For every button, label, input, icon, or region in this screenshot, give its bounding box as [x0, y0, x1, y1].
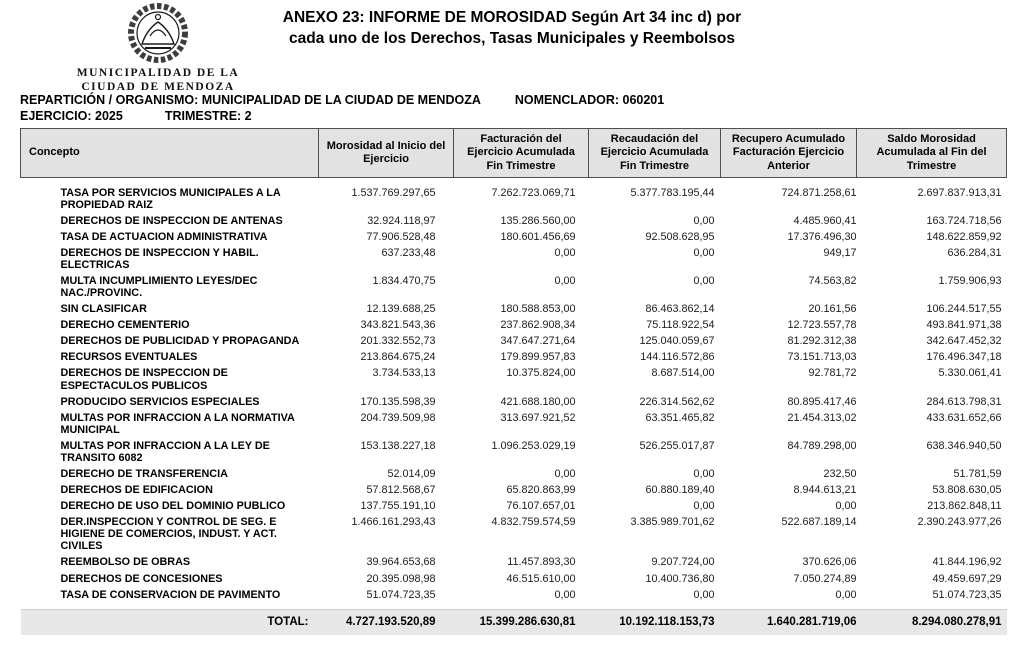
recupero-cell: 73.151.713,03 — [787, 351, 857, 364]
morosidad-inicio-cell: 1.537.769.297,65 — [351, 186, 436, 199]
table-row — [21, 333, 1007, 349]
total-recaudacion: 10.192.118.153,73 — [589, 610, 721, 635]
recupero-cell: 0,00 — [835, 588, 857, 601]
morosidad-inicio-cell: 153.138.227,18 — [360, 439, 436, 452]
recupero-cell: 949,17 — [823, 246, 857, 259]
reparticion-organismo: REPARTICIÓN / ORGANISMO: MUNICIPALIDAD DE LA CIUDAD DE MENDOZA — [20, 93, 481, 107]
column-header-recupero: Recupero Acumulado Facturación Ejercicio Anterior — [721, 129, 857, 178]
facturacion-cell: 10.375.824,00 — [506, 367, 576, 380]
recaudacion-cell: 125.040.059,67 — [639, 335, 715, 348]
recupero-cell: 0,00 — [835, 500, 857, 513]
facturacion-cell: 0,00 — [554, 467, 576, 480]
coat-of-arms-icon — [112, 2, 204, 66]
facturacion-cell: 0,00 — [554, 246, 576, 259]
column-header-concepto: Concepto — [21, 129, 319, 178]
concept-cell: DERECHOS DE EDIFICACION — [60, 484, 213, 497]
column-header-morosidad-inicio: Morosidad al Inicio del Ejercicio — [319, 129, 454, 178]
facturacion-cell: 180.588.853,00 — [500, 303, 576, 316]
saldo-cell: 5.330.061,41 — [938, 367, 1002, 380]
morosidad-inicio-cell: 637.233,48 — [381, 246, 436, 259]
concept-cell: TASA POR SERVICIOS MUNICIPALES A LA PROPIEDAD RAIZ — [60, 186, 281, 211]
facturacion-cell: 46.515.610,00 — [506, 572, 576, 585]
trimestre: TRIMESTRE: 2 — [164, 108, 252, 123]
table-row — [21, 213, 1007, 229]
recaudacion-cell: 0,00 — [693, 274, 715, 287]
recupero-cell: 370.626,06 — [802, 556, 857, 569]
concept-cell: MULTA INCUMPLIMIENTO LEYES/DEC NAC./PROVINC. — [60, 274, 258, 300]
saldo-cell: 148.622.859,92 — [926, 230, 1002, 243]
municipality-logo-block — [58, 2, 258, 95]
concept-cell: DERECHO DE USO DEL DOMINIO PUBLICO — [60, 500, 286, 513]
facturacion-cell: 76.107.657,01 — [506, 500, 576, 513]
recaudacion-cell: 5.377.783.195,44 — [630, 186, 715, 199]
table-row — [21, 482, 1007, 498]
morosidad-inicio-cell: 201.332.552,73 — [360, 335, 436, 348]
recupero-cell: 522.687.189,14 — [781, 516, 857, 529]
column-header-facturacion: Facturación del Ejercicio Acumulada Fin Trimestre — [454, 129, 589, 178]
table-row — [21, 245, 1007, 273]
table-row — [21, 394, 1007, 410]
recaudacion-cell: 0,00 — [693, 467, 715, 480]
concept-cell: TASA DE ACTUACION ADMINISTRATIVA — [60, 230, 268, 243]
morosidad-inicio-cell: 12.139.688,25 — [366, 303, 436, 316]
recaudacion-cell: 144.116.572,86 — [640, 351, 715, 364]
morosidad-inicio-cell: 1.834.470,75 — [372, 274, 436, 287]
morosidad-inicio-cell: 213.864.675,24 — [360, 351, 436, 364]
facturacion-cell: 4.832.759.574,59 — [491, 516, 576, 529]
total-morosidad-inicio: 4.727.193.520,89 — [319, 610, 454, 635]
morosidad-inicio-cell: 32.924.118,97 — [367, 214, 436, 227]
recaudacion-cell: 3.385.989.701,62 — [630, 516, 715, 529]
facturacion-cell: 237.862.908,34 — [500, 319, 576, 332]
saldo-cell: 51.074.723,35 — [932, 588, 1002, 601]
recupero-cell: 17.376.496,30 — [787, 230, 857, 243]
recupero-cell: 21.454.313,02 — [787, 411, 857, 424]
recaudacion-cell: 8.687.514,00 — [651, 367, 715, 380]
recaudacion-cell: 86.463.862,14 — [645, 303, 715, 316]
recupero-cell: 8.944.613,21 — [793, 484, 857, 497]
morosidad-table — [20, 128, 1007, 635]
recupero-cell: 84.789.298,00 — [787, 439, 857, 452]
recupero-cell: 7.050.274,89 — [793, 572, 857, 585]
concept-cell: DERECHOS DE CONCESIONES — [60, 572, 223, 585]
total-label: TOTAL: — [21, 610, 319, 635]
recaudacion-cell: 75.118.922,54 — [646, 319, 715, 332]
saldo-cell: 636.284,31 — [947, 246, 1002, 259]
table-row — [21, 365, 1007, 393]
table-row — [21, 410, 1007, 438]
saldo-cell: 49.459.697,29 — [932, 572, 1002, 585]
saldo-cell: 2.390.243.977,26 — [917, 516, 1002, 529]
total-row — [21, 610, 1007, 635]
table-row — [21, 273, 1007, 301]
recaudacion-cell: 226.314.562,62 — [639, 395, 715, 408]
table-row — [21, 466, 1007, 482]
recaudacion-cell: 0,00 — [693, 214, 715, 227]
facturacion-cell: 0,00 — [554, 274, 576, 287]
logo-caption-line1: MUNICIPALIDAD DE LA — [76, 67, 240, 79]
morosidad-inicio-cell: 57.812.568,67 — [366, 484, 436, 497]
morosidad-inicio-cell: 343.821.543,36 — [360, 319, 436, 332]
recaudacion-cell: 0,00 — [693, 588, 715, 601]
recupero-cell: 92.781,72 — [808, 367, 857, 380]
recaudacion-cell: 63.351.465,82 — [645, 411, 715, 424]
morosidad-inicio-cell: 3.734.533,13 — [372, 367, 436, 380]
saldo-cell: 51.781,59 — [953, 467, 1002, 480]
morosidad-inicio-cell: 39.964.653,68 — [366, 556, 436, 569]
saldo-cell: 213.862.848,11 — [927, 500, 1002, 513]
page-title-line1: ANEXO 23: INFORME DE MOROSIDAD Según Art 34 inc d) por — [282, 9, 742, 26]
table-row — [21, 587, 1007, 603]
concept-cell: DERECHO DE TRANSFERENCIA — [60, 467, 228, 480]
recaudacion-cell: 10.400.736,80 — [645, 572, 715, 585]
logo-caption-line2: CIUDAD DE MENDOZA — [81, 81, 235, 94]
recupero-cell: 724.871.258,61 — [781, 186, 857, 199]
report-header — [0, 0, 1024, 92]
table-row — [21, 229, 1007, 245]
recupero-cell: 81.292.312,38 — [787, 335, 857, 348]
recaudacion-cell: 0,00 — [693, 500, 715, 513]
ejercicio: EJERCICIO: 2025 — [20, 108, 123, 123]
facturacion-cell: 135.286.560,00 — [500, 214, 576, 227]
morosidad-inicio-cell: 1.466.161.293,43 — [351, 516, 436, 529]
recaudacion-cell: 60.880.189,40 — [645, 484, 715, 497]
concept-cell: REEMBOLSO DE OBRAS — [60, 556, 191, 569]
recaudacion-cell: 9.207.724,00 — [651, 556, 715, 569]
facturacion-cell: 0,00 — [554, 588, 576, 601]
morosidad-inicio-cell: 170.135.598,39 — [360, 395, 436, 408]
facturacion-cell: 7.262.723.069,71 — [491, 186, 576, 199]
header-body-gap — [21, 178, 1007, 185]
concept-cell: DERECHOS DE INSPECCION DE ANTENAS — [60, 214, 283, 227]
nomenclador: NOMENCLADOR: 060201 — [514, 93, 665, 107]
facturacion-cell: 65.820.863,99 — [506, 484, 576, 497]
page-title-line2: cada uno de los Derechos, Tasas Municipales y Reembolsos — [289, 29, 735, 47]
facturacion-cell: 11.457.893,30 — [507, 556, 576, 569]
concept-cell: MULTAS POR INFRACCION A LA LEY DE TRANSITO 6082 — [60, 439, 270, 464]
table-row — [21, 571, 1007, 587]
concept-cell: MULTAS POR INFRACCION A LA NORMATIVA MUNICIPAL — [60, 411, 295, 436]
saldo-cell: 53.808.630,05 — [932, 484, 1002, 497]
recupero-cell: 80.895.417,46 — [787, 395, 857, 408]
concept-cell: DERECHO CEMENTERIO — [60, 319, 190, 332]
saldo-cell: 163.724.718,56 — [926, 214, 1002, 227]
saldo-cell: 41.844.196,92 — [932, 556, 1002, 569]
report-meta — [20, 93, 1004, 124]
table-row — [21, 317, 1007, 333]
concept-cell: TASA DE CONSERVACION DE PAVIMENTO — [60, 588, 281, 601]
table-row — [21, 514, 1007, 554]
morosidad-inicio-cell: 77.906.528,48 — [366, 230, 436, 243]
table-footer — [21, 603, 1007, 635]
recupero-cell: 4.485.960,41 — [793, 214, 857, 227]
saldo-cell: 2.697.837.913,31 — [917, 186, 1002, 199]
morosidad-inicio-cell: 204.739.509,98 — [360, 411, 436, 424]
saldo-cell: 284.613.798,31 — [926, 395, 1002, 408]
table-row — [21, 301, 1007, 317]
total-recupero: 1.640.281.719,06 — [721, 610, 857, 635]
facturacion-cell: 179.899.957,83 — [500, 351, 576, 364]
saldo-cell: 106.244.517,55 — [926, 303, 1002, 316]
saldo-cell: 176.496.347,18 — [926, 351, 1002, 364]
column-header-saldo: Saldo Morosidad Acumulada al Fin del Trimestre — [857, 129, 1007, 178]
facturacion-cell: 180.601.456,69 — [500, 230, 576, 243]
concept-cell: PRODUCIDO SERVICIOS ESPECIALES — [60, 395, 260, 408]
recaudacion-cell: 92.508.628,95 — [645, 230, 715, 243]
table-row — [21, 438, 1007, 466]
total-saldo: 8.294.080.278,91 — [857, 610, 1007, 635]
saldo-cell: 638.346.940,50 — [926, 439, 1002, 452]
table-row — [21, 498, 1007, 514]
table-row — [21, 349, 1007, 365]
table-row — [21, 554, 1007, 570]
recupero-cell: 74.563,82 — [808, 274, 857, 287]
body-total-gap — [21, 603, 1007, 610]
morosidad-inicio-cell: 20.395.098,98 — [366, 572, 436, 585]
morosidad-inicio-cell: 137.755.191,10 — [360, 500, 436, 513]
recupero-cell: 12.723.557,78 — [787, 319, 857, 332]
concept-cell: DERECHOS DE INSPECCION Y HABIL. ELECTRICAS — [60, 246, 259, 271]
recupero-cell: 20.161,56 — [808, 303, 857, 316]
recaudacion-cell: 0,00 — [693, 246, 715, 259]
saldo-cell: 493.841.971,38 — [926, 319, 1002, 332]
facturacion-cell: 421.688.180,00 — [500, 395, 576, 408]
table-body — [21, 178, 1007, 603]
facturacion-cell: 1.096.253.029,19 — [491, 439, 576, 452]
saldo-cell: 342.647.452,32 — [926, 335, 1002, 348]
facturacion-cell: 313.697.921,52 — [500, 411, 576, 424]
total-facturacion: 15.399.286.630,81 — [454, 610, 589, 635]
concept-cell: DERECHOS DE PUBLICIDAD Y PROPAGANDA — [60, 335, 300, 348]
morosidad-inicio-cell: 51.074.723,35 — [366, 588, 436, 601]
table-header — [21, 129, 1007, 178]
concept-cell: DERECHOS DE INSPECCION DE ESPECTACULOS PUBLICOS — [60, 367, 228, 392]
concept-cell: DER.INSPECCION Y CONTROL DE SEG. E HIGIENE DE COMERCIOS, INDUST. Y ACT. CIVILES — [60, 516, 277, 553]
recaudacion-cell: 526.255.017,87 — [639, 439, 715, 452]
page-title — [232, 8, 792, 50]
concept-cell: RECURSOS EVENTUALES — [60, 351, 198, 364]
concept-cell: SIN CLASIFICAR — [60, 303, 147, 316]
column-header-recaudacion: Recaudación del Ejercicio Acumulada Fin Trimestre — [589, 129, 721, 178]
table-row — [21, 185, 1007, 213]
saldo-cell: 433.631.652,66 — [926, 411, 1002, 424]
facturacion-cell: 347.647.271,64 — [500, 335, 576, 348]
saldo-cell: 1.759.906,93 — [938, 274, 1002, 287]
recupero-cell: 232,50 — [823, 467, 857, 480]
morosidad-inicio-cell: 52.014,09 — [387, 467, 436, 480]
